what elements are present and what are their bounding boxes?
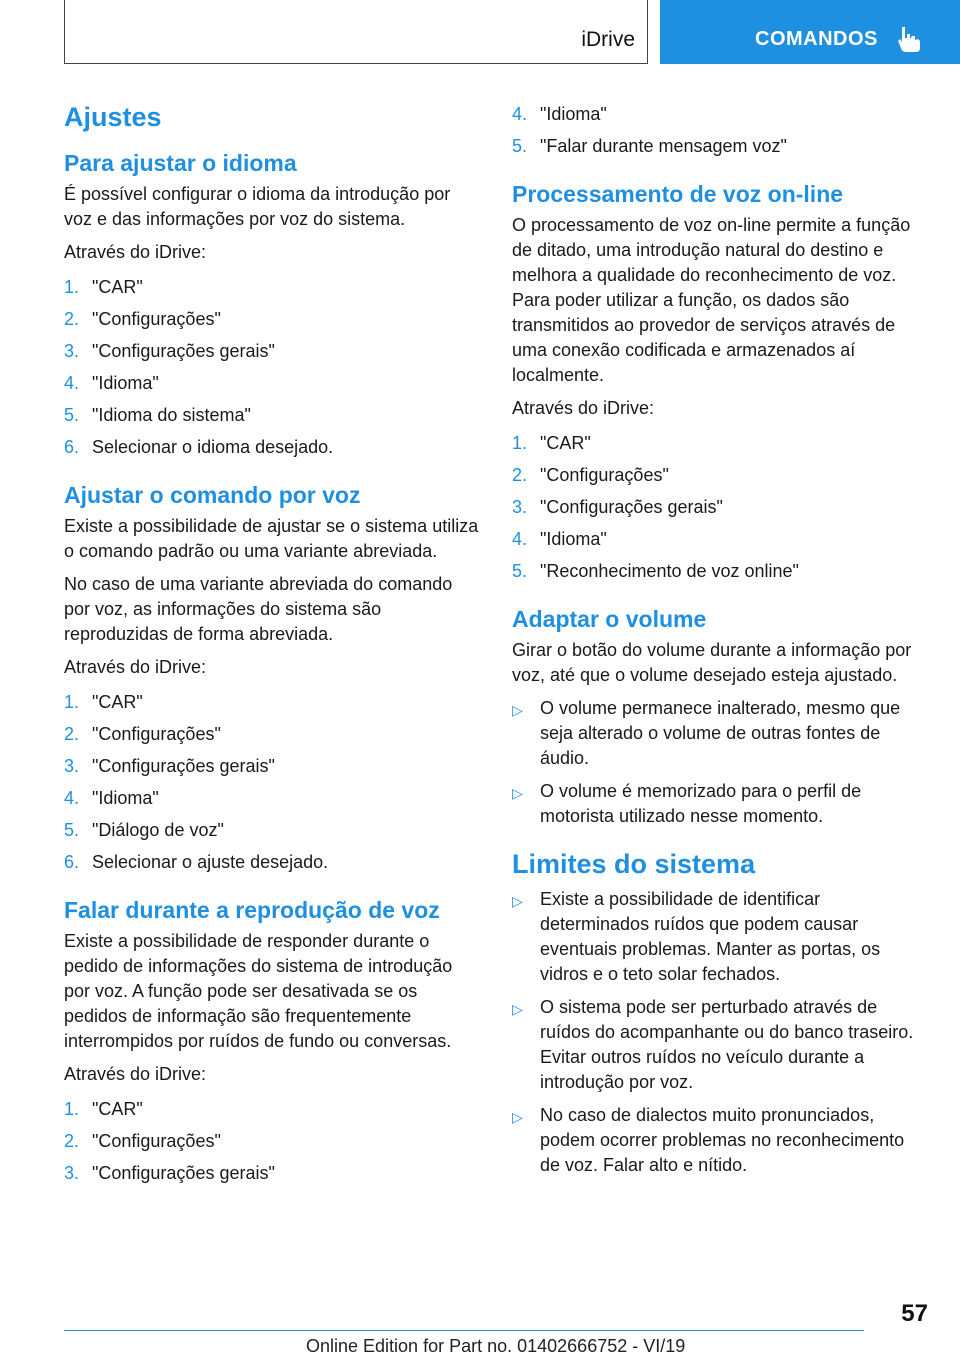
list-item: 4. "Idioma" — [64, 788, 159, 808]
list-item: ▷ O volume é memorizado para o perfil de motorista utilizado nesse momento. — [512, 779, 928, 829]
footer-edition: Online Edition for Part no. 01402666752 - VI/19 — [306, 1336, 686, 1356]
paragraph: É possível configurar o idioma da introdução por voz e das informações por voz do sistema. — [64, 184, 451, 229]
pointing-hand-icon — [893, 24, 923, 54]
list-item: 3. "Configurações gerais" — [512, 497, 723, 517]
bullet-list — [512, 696, 928, 829]
triangle-bullet-icon: ▷ — [512, 1001, 523, 1017]
paragraph: Através do iDrive: — [512, 398, 655, 418]
footer-divider — [64, 1330, 864, 1331]
list-item: 2. "Configurações" — [64, 309, 221, 329]
list-item: 3. "Configurações gerais" — [64, 341, 275, 361]
header-section-title: iDrive — [581, 28, 635, 51]
list-item: 3. "Configurações gerais" — [64, 756, 275, 776]
steps-list-continued — [512, 102, 928, 159]
list-item: 4. "Idioma" — [64, 373, 159, 393]
bullet-list — [512, 887, 928, 1178]
list-item: 6. Selecionar o idioma desejado. — [64, 437, 334, 457]
chapter-tab-label: COMANDOS — [755, 28, 878, 50]
triangle-bullet-icon: ▷ — [512, 702, 523, 718]
paragraph: Através do iDrive: — [64, 1064, 207, 1084]
paragraph: Através do iDrive: — [64, 657, 207, 677]
left-column — [64, 100, 479, 1206]
list-item: 2. "Configurações" — [64, 724, 221, 744]
section-idioma — [64, 148, 479, 460]
heading-ajustar-idioma: Para ajustar o idioma — [64, 150, 297, 176]
section-limites — [512, 847, 928, 1178]
paragraph: Existe a possibilidade de responder durante o pedido de informações do sistema de introdução por voz. A função pode ser desativada se os pedidos de informação são frequentemente interrompidos por ruídos de fundo ou conversas. — [64, 931, 453, 1051]
section-title-ajustes: Ajustes — [64, 102, 162, 132]
list-item: 4. "Idioma" — [512, 529, 607, 549]
list-item: ▷ O volume permanece inalterado, mesmo que seja alterado o volume de outras fontes de áudio. — [512, 696, 928, 771]
heading-comando-voz: Ajustar o comando por voz — [64, 482, 361, 508]
section-title-limites: Limites do sistema — [512, 849, 756, 879]
triangle-bullet-icon: ▷ — [512, 785, 523, 801]
steps-list — [64, 275, 479, 460]
list-item: 5. "Diálogo de voz" — [64, 820, 224, 840]
triangle-bullet-icon: ▷ — [512, 893, 523, 909]
paragraph: O processamento de voz on-line permite a função de ditado, uma introdução natural do destino e melhora a qualidade do reconhecimento de voz. Para poder utilizar a função, os dados são transmitidos ao provedor de serviços através de uma conexão codificada e armazenados aí localmente. — [512, 215, 911, 385]
header-frame — [64, 0, 648, 64]
page-number: 57 — [901, 1300, 928, 1327]
list-item: 4. "Idioma" — [512, 104, 607, 124]
list-item: 1. "CAR" — [64, 277, 143, 297]
section-processamento — [512, 179, 928, 584]
list-item: 1. "CAR" — [64, 692, 143, 712]
right-column — [512, 102, 928, 1196]
list-item: ▷ No caso de dialectos muito pronunciados, podem ocorrer problemas no reconhecimento de voz. Falar alto e nítido. — [512, 1103, 928, 1178]
heading-volume: Adaptar o volume — [512, 606, 707, 632]
list-item: ▷ O sistema pode ser perturbado através de ruídos do acompanhante ou do banco traseiro. Evitar outros ruídos no veículo durante a introdução por voz. — [512, 995, 928, 1095]
paragraph: Existe a possibilidade de ajustar se o sistema utiliza o comando padrão ou uma variante abreviada. — [64, 516, 479, 561]
paragraph: Através do iDrive: — [64, 242, 207, 262]
triangle-bullet-icon: ▷ — [512, 1109, 523, 1125]
list-item: 2. "Configurações" — [512, 465, 669, 485]
paragraph: Girar o botão do volume durante a informação por voz, até que o volume desejado esteja ajustado. — [512, 640, 912, 685]
steps-list — [512, 431, 928, 584]
section-volume — [512, 604, 928, 829]
list-item: 5. "Idioma do sistema" — [64, 405, 251, 425]
list-item: 3. "Configurações gerais" — [64, 1163, 275, 1183]
section-falar-durante — [64, 895, 479, 1186]
section-comando-voz — [64, 480, 479, 875]
steps-list — [64, 1097, 479, 1186]
heading-falar-durante: Falar durante a reprodução de voz — [64, 897, 440, 923]
paragraph: No caso de uma variante abreviada do comando por voz, as informações do sistema são reproduzidas de forma abreviada. — [64, 574, 453, 644]
list-item: 5. "Reconhecimento de voz online" — [512, 561, 799, 581]
steps-list — [64, 690, 479, 875]
heading-processamento: Processamento de voz on-line — [512, 181, 844, 207]
list-item: 5. "Falar durante mensagem voz" — [512, 136, 787, 156]
list-item: 1. "CAR" — [512, 433, 591, 453]
list-item: 1. "CAR" — [64, 1099, 143, 1119]
list-item: 2. "Configurações" — [64, 1131, 221, 1151]
list-item: ▷ Existe a possibilidade de identificar determinados ruídos que podem causar eventuais problemas. Manter as portas, os vidros e o teto solar fechados. — [512, 887, 928, 987]
list-item: 6. Selecionar o ajuste desejado. — [64, 852, 329, 872]
